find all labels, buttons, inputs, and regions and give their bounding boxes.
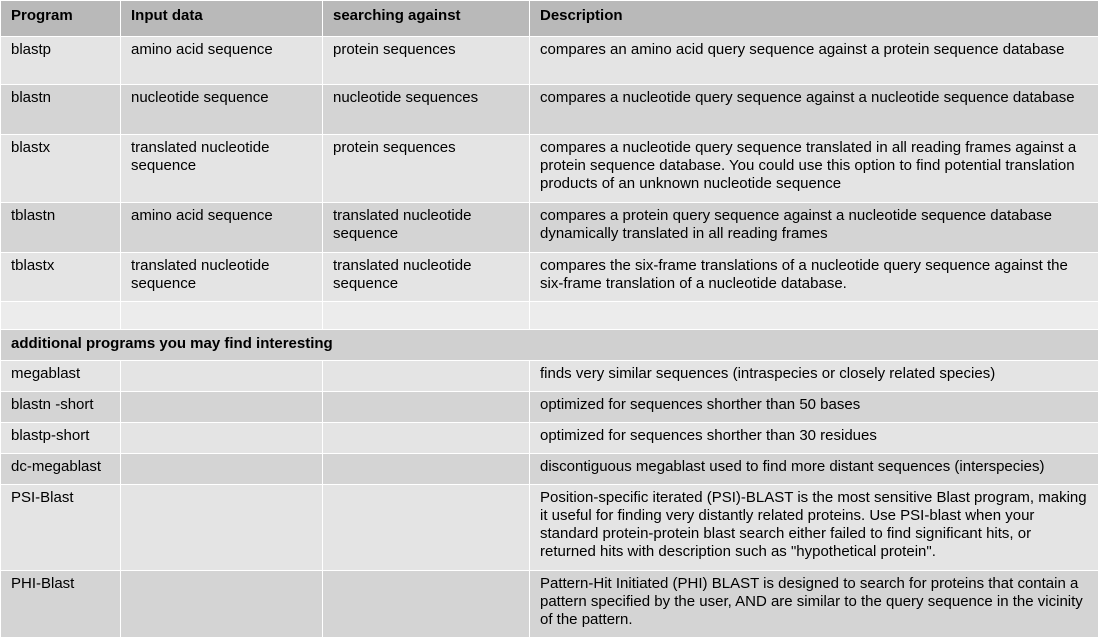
table-row <box>1 203 1098 253</box>
empty-cell <box>121 423 323 454</box>
program-cell: blastp <box>1 37 121 85</box>
empty-cell <box>323 485 530 571</box>
table-row <box>1 423 1098 454</box>
empty-cell <box>1 302 121 330</box>
description-cell: Position-specific iterated (PSI)-BLAST is the most sensitive Blast program, making it useful for finding very distantly related proteins. Use PSI-blast when your standard protein-protein blast search either failed to find significant hits, or returned hits with description such as "hypothetical protein". <box>530 485 1098 571</box>
table-row <box>1 135 1098 203</box>
section-title: additional programs you may find interesting <box>1 330 1098 361</box>
header-program: Program <box>1 1 121 37</box>
program-cell: blastn -short <box>1 392 121 423</box>
header-description: Description <box>530 1 1098 37</box>
input-cell: nucleotide sequence <box>121 85 323 135</box>
empty-cell <box>530 302 1098 330</box>
description-cell: optimized for sequences shorther than 30 residues <box>530 423 1098 454</box>
empty-cell <box>121 302 323 330</box>
description-cell: compares an amino acid query sequence against a protein sequence database <box>530 37 1098 85</box>
against-cell: translated nucleotide sequence <box>323 203 530 253</box>
program-cell: PSI-Blast <box>1 485 121 571</box>
input-cell: amino acid sequence <box>121 37 323 85</box>
section-header-row <box>1 330 1098 361</box>
program-cell: dc-megablast <box>1 454 121 485</box>
against-cell: nucleotide sequences <box>323 85 530 135</box>
table-row <box>1 571 1098 638</box>
description-cell: finds very similar sequences (intraspecies or closely related species) <box>530 361 1098 392</box>
empty-cell <box>121 485 323 571</box>
description-cell: Pattern-Hit Initiated (PHI) BLAST is designed to search for proteins that contain a pattern specified by the user, AND are similar to the query sequence in the vicinity of the pattern. <box>530 571 1098 638</box>
header-searching-against: searching against <box>323 1 530 37</box>
input-cell: translated nucleotide sequence <box>121 135 323 203</box>
against-cell: protein sequences <box>323 135 530 203</box>
blank-row <box>1 302 1098 330</box>
description-cell: optimized for sequences shorther than 50 bases <box>530 392 1098 423</box>
empty-cell <box>121 571 323 638</box>
header-input-data: Input data <box>121 1 323 37</box>
empty-cell <box>323 392 530 423</box>
program-cell: blastp-short <box>1 423 121 454</box>
program-cell: blastx <box>1 135 121 203</box>
description-cell: compares a nucleotide query sequence against a nucleotide sequence database <box>530 85 1098 135</box>
description-cell: compares the six-frame translations of a nucleotide query sequence against the six-frame translation of a nucleotide database. <box>530 253 1098 302</box>
empty-cell <box>323 361 530 392</box>
description-cell: compares a nucleotide query sequence translated in all reading frames against a protein sequence database. You could use this option to find potential translation products of an unknown nucleotide sequence <box>530 135 1098 203</box>
description-cell: discontiguous megablast used to find more distant sequences (interspecies) <box>530 454 1098 485</box>
empty-cell <box>323 571 530 638</box>
empty-cell <box>323 454 530 485</box>
input-cell: amino acid sequence <box>121 203 323 253</box>
program-cell: blastn <box>1 85 121 135</box>
against-cell: protein sequences <box>323 37 530 85</box>
table-row <box>1 361 1098 392</box>
program-cell: PHI-Blast <box>1 571 121 638</box>
header-row <box>1 1 1098 37</box>
against-cell: translated nucleotide sequence <box>323 253 530 302</box>
empty-cell <box>121 454 323 485</box>
empty-cell <box>121 392 323 423</box>
table-row <box>1 392 1098 423</box>
table-row <box>1 85 1098 135</box>
description-cell: compares a protein query sequence against a nucleotide sequence database dynamically translated in all reading frames <box>530 203 1098 253</box>
program-cell: tblastx <box>1 253 121 302</box>
program-cell: tblastn <box>1 203 121 253</box>
table-row <box>1 485 1098 571</box>
table-row <box>1 253 1098 302</box>
input-cell: translated nucleotide sequence <box>121 253 323 302</box>
empty-cell <box>323 302 530 330</box>
table-row <box>1 454 1098 485</box>
program-cell: megablast <box>1 361 121 392</box>
empty-cell <box>323 423 530 454</box>
empty-cell <box>121 361 323 392</box>
table-row <box>1 37 1098 85</box>
